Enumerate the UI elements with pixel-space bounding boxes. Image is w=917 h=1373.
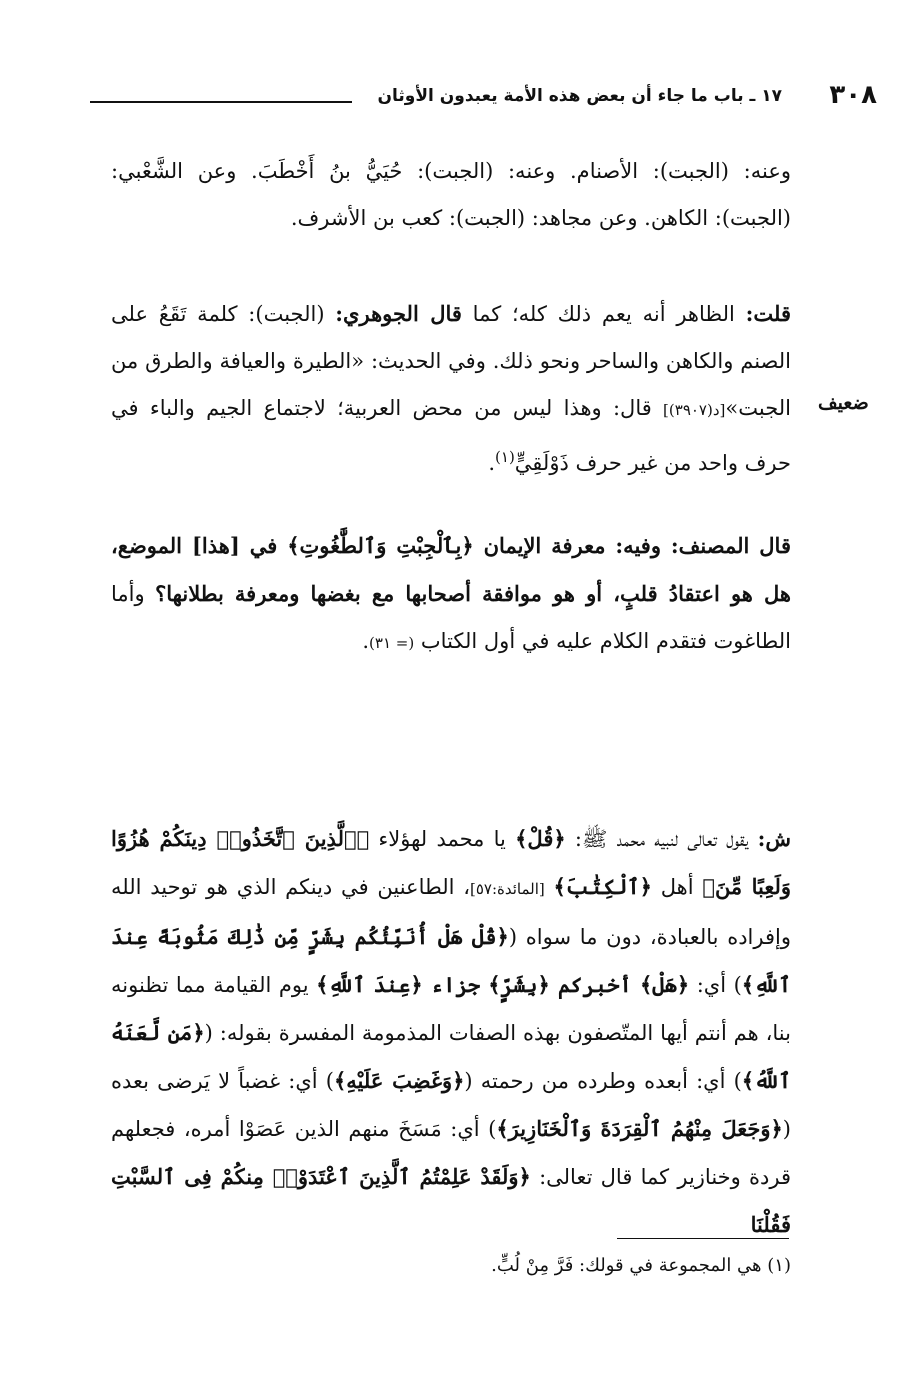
text-run: أخبركم	[549, 972, 640, 997]
running-title: ١٧ ـ باب ما جاء أن بعض هذه الأمة يعبدون الأوثان	[377, 86, 782, 106]
footnote	[491, 1251, 791, 1281]
page-number: ٣٠٨	[829, 80, 877, 110]
text-run: (الجبت): كلمة تَقَعُ على الصنم والكاهن والساحر ونحو ذلك. وفي الحديث: «الطيرة والعيافة والطرق من الجبت»	[111, 302, 791, 420]
quran-quote: ﴿ٱلَّذِينَ ٱتَّخَذُوا۟ دِينَكُمْ هُزُوًا وَلَعِبًا مِّنَ﴾	[111, 826, 791, 899]
text-run: الظاهر أنه يعم ذلك كله؛ كما	[461, 302, 746, 326]
quran-quote: ﴿وَلَقَدْ عَلِمْتُمُ ٱلَّذِينَ ٱعْتَدَوْا۟ مِنكُمْ فِى ٱلسَّبْتِ فَقُلْنَا	[111, 1164, 791, 1237]
quran-quote: ﴿قُلْ هَلْ أُنَبِّئُكُم بِشَرٍّ مِّن ذَٰلِكَ مَثُوبَةً عِندَ ٱللَّهِ﴾	[111, 924, 791, 997]
paragraph-text	[111, 522, 791, 667]
text-run: يوم القيامة مما تظنونه بنا، هم أنتم أيها المتّصفون بهذه الصفات المذمومة المفسرة بقوله: (	[111, 973, 791, 1045]
verse-reference: [المائدة:٥٧]	[469, 880, 545, 898]
text-run: ) أي: غضباً لا يَرضى بعده (	[111, 1069, 791, 1141]
paragraph-text	[111, 815, 791, 1249]
hadith-reference: [د(٣٩٠٧)]	[663, 401, 726, 419]
bold-statement: قال المصنف: وفيه: معرفة الإيمان ﴿بِٱلْجِبْتِ وَٱلطَّٰغُوتِ﴾ في [هذا] الموضع، هل هو اعتقادُ قلبٍ، أو هو موافقة أصحابها مع بغضها ومعرفة بطلانها؟	[111, 533, 791, 606]
quran-quote: ﴿ٱلْكِتَٰبَ﴾	[553, 874, 652, 899]
margin-note-grading: ضعيف	[818, 392, 869, 414]
footnote-text: هي المجموعة في قولك: فَرَّ مِنْ لُبٍّ.	[491, 1255, 768, 1276]
quran-quote: ﴿بِشَرٍّ﴾	[488, 972, 550, 997]
text-run: أهل	[651, 875, 703, 899]
paragraph-author-statement	[111, 522, 791, 667]
text-run: ، الطاعنين في دينكم الذي هو توحيد الله وإفراده بالعبادة، دون ما سواه (	[111, 875, 791, 949]
paragraph-jibt-opinions	[111, 148, 791, 242]
text-run: جزاء	[422, 972, 489, 997]
quran-quote: ﴿وَجَعَلَ مِنْهُمُ ٱلْقِرَدَةَ وَٱلْخَنَازِيرَ﴾	[496, 1116, 783, 1141]
paragraph-commentary	[111, 815, 791, 1249]
paragraph-text: وعنه: (الجبت): الأصنام. وعنه: (الجبت): حُيَيُّ بنُ أَخْطَبَ. وعن الشَّعْبي: (الجبت): الكاهن. وعن مجاهد: (الجبت): كعب بن الأشرف.	[111, 159, 791, 230]
text-run: يقول تعالى لنبيه محمد ﷺ:	[565, 827, 758, 851]
header-rule	[90, 101, 352, 103]
quran-quote: ﴿قُلْ﴾	[515, 826, 566, 851]
page-header	[90, 70, 877, 120]
quran-quote: ﴿مَن لَّعَنَهُ ٱللَّهُ﴾	[111, 1020, 792, 1093]
qultu-label: قلت:	[745, 301, 791, 326]
jawhari-label: قال الجوهري:	[335, 301, 462, 326]
text-run: وأما الطاغوت فتقدم الكلام عليه في أول الكتاب	[111, 582, 791, 653]
sharh-label: ش:	[757, 826, 791, 851]
footnote-marker: (١)	[495, 448, 515, 466]
footnote-number: (١)	[767, 1255, 791, 1276]
text-run: يا محمد لهؤلاء	[369, 827, 516, 851]
paragraph-text	[111, 290, 791, 487]
text-run: ) أي:	[689, 973, 742, 997]
text-run: .	[488, 451, 496, 475]
quran-quote: ﴿عِندَ ٱللَّهِ﴾	[316, 972, 423, 997]
text-run: قال: وهذا ليس من محض العربية؛ لاجتماع الجيم والباء في حرف واحد من غير حرف ذَوْلَقِيٍّ	[111, 396, 791, 475]
quran-quote: ﴿هَلْ﴾	[639, 972, 690, 997]
text-run: ) أي: أبعده وطرده من رحمته (	[464, 1069, 742, 1093]
paragraph-author-comment	[111, 290, 791, 487]
text-run: .	[362, 629, 370, 653]
quran-quote: ﴿وَغَضِبَ عَلَيْهِ﴾	[333, 1068, 465, 1093]
footnote-separator	[617, 1238, 789, 1239]
cross-reference: (= ٣١)	[369, 634, 415, 652]
text-run: ) أي: مَسَخَ منهم الذين عَصَوْا أمره، فجعلهم قردة وخنازير كما قال تعالى:	[111, 1117, 792, 1189]
